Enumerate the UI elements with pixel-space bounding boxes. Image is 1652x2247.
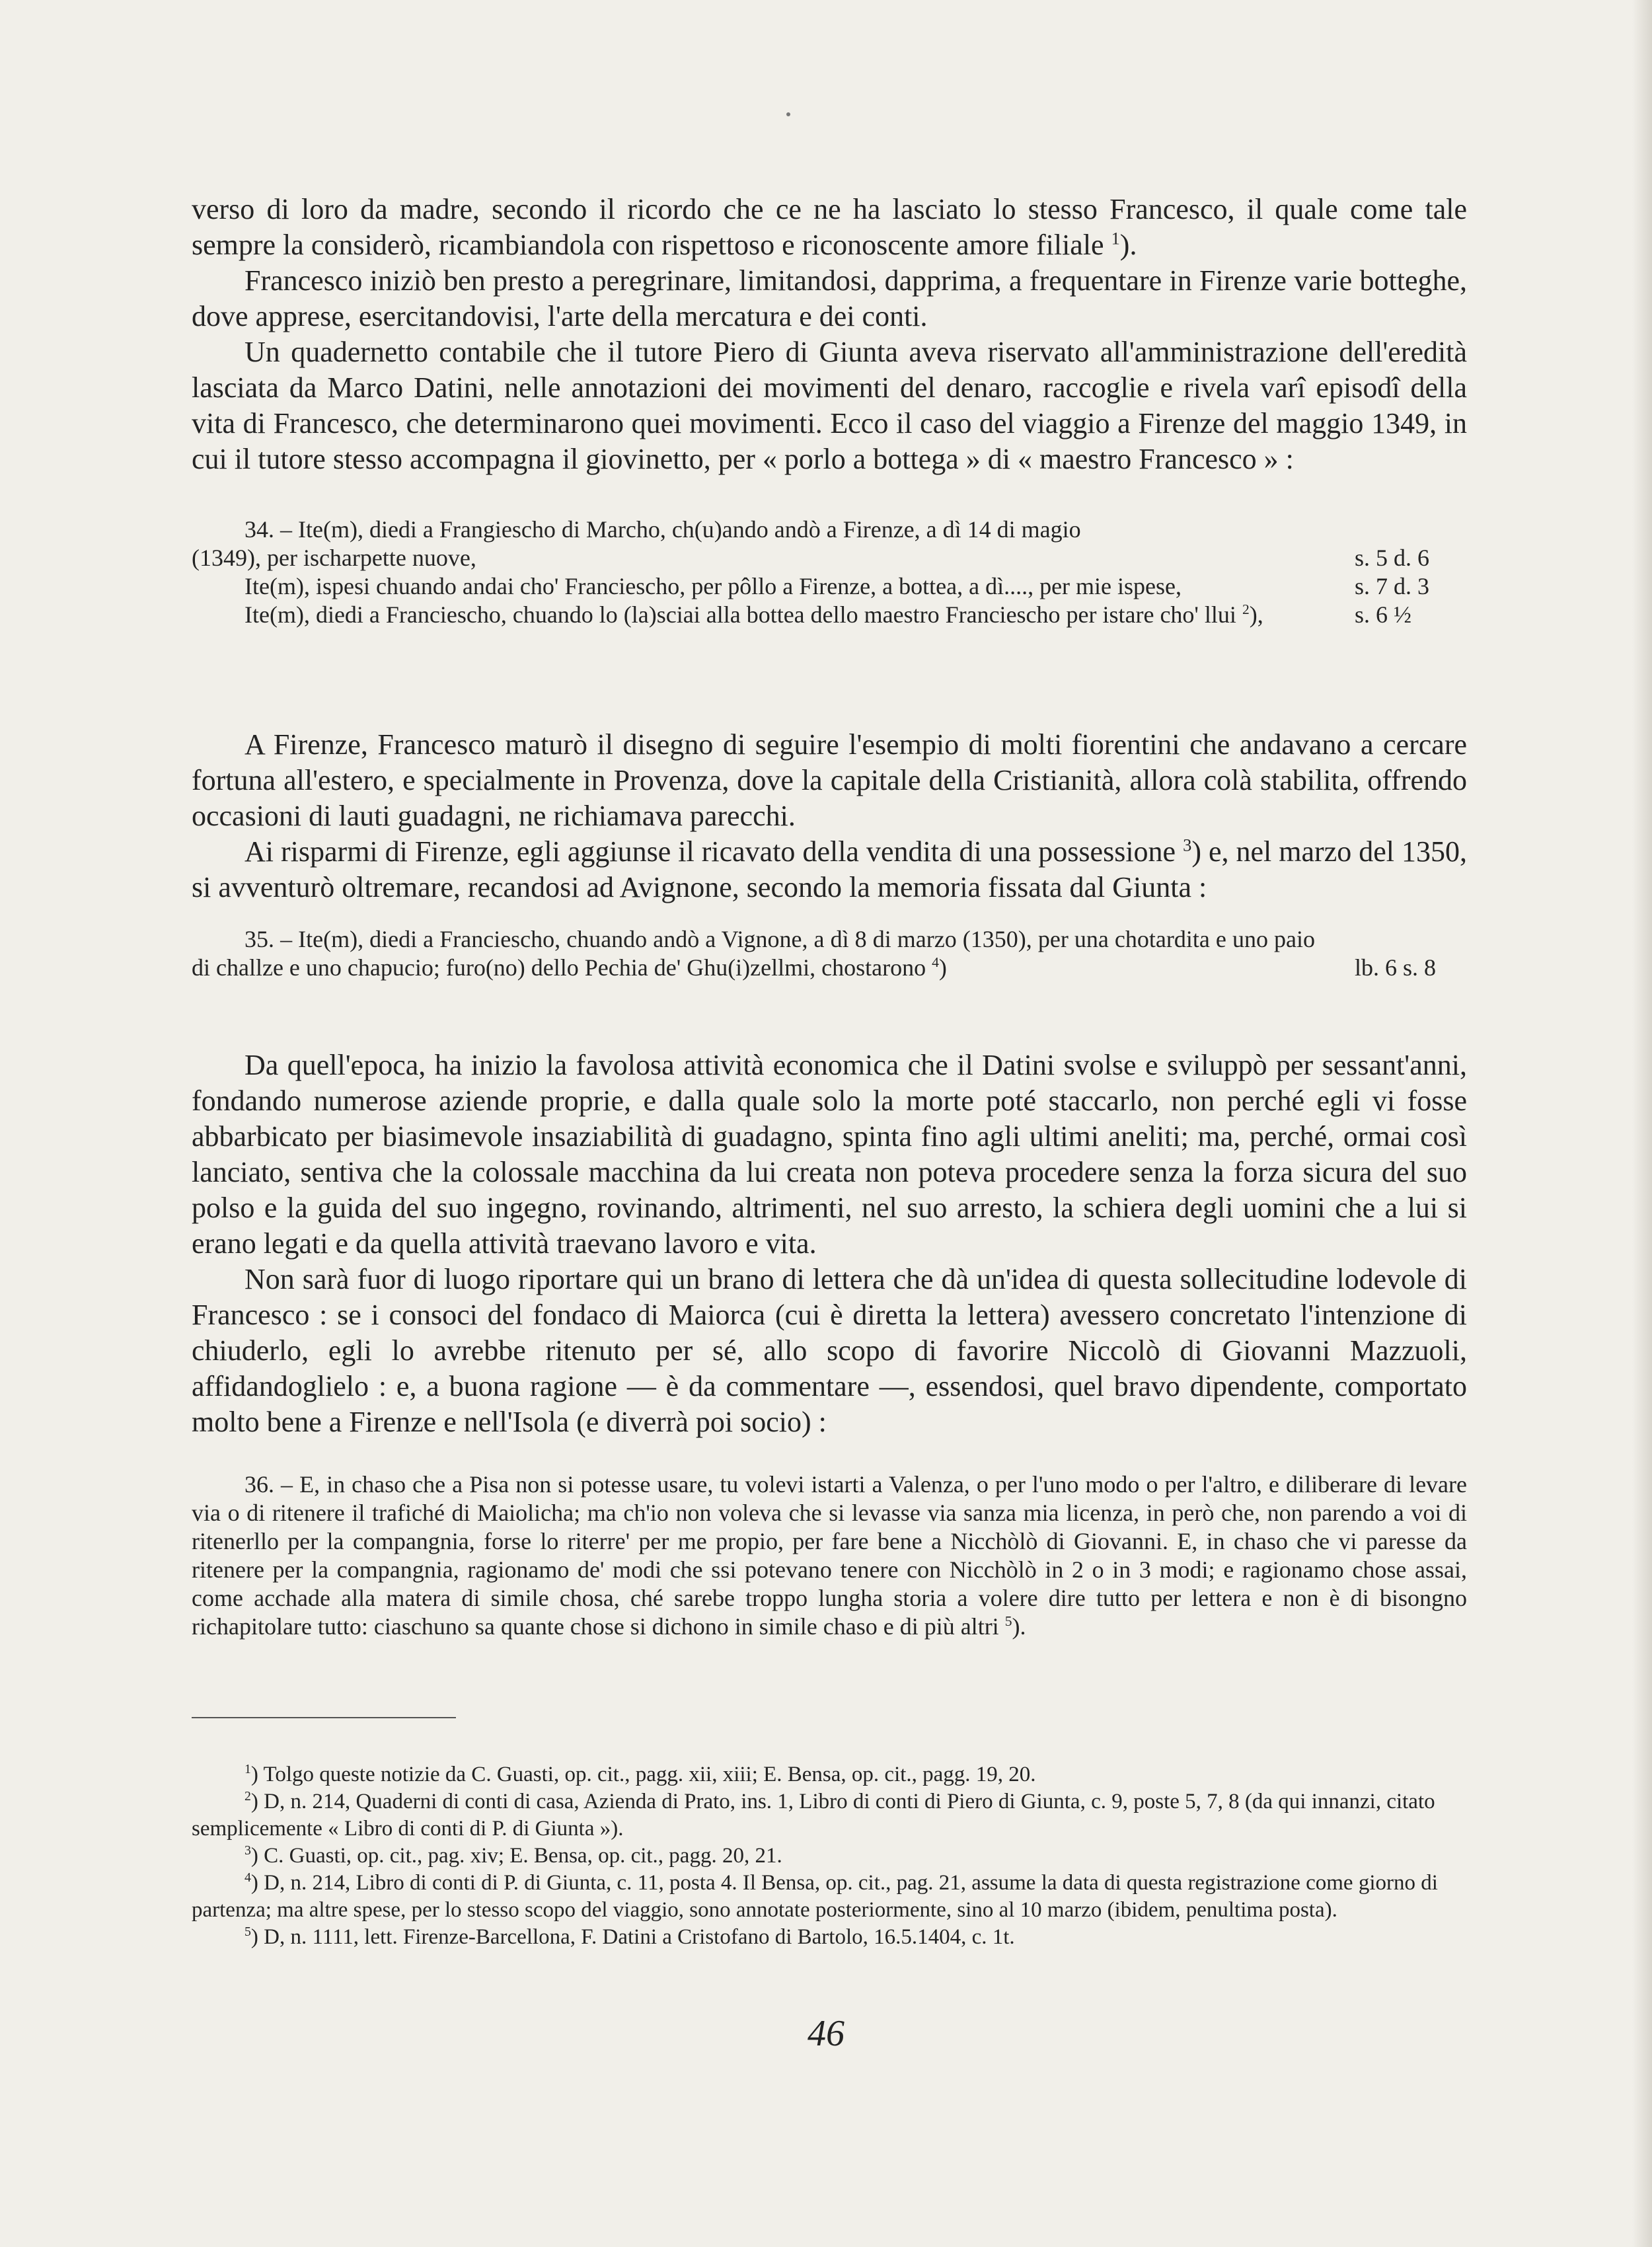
entry-36-text: 36. – E, in chaso che a Pisa non si potesse usare, tu volevi istarti a Valenza, o per l'uno modo o per l'altro, e diliberare di levare via o di ritenere il trafiché di Maiolicha; ma ch'io non voleva che si levasse via sanza mia licenza, in però che, non parendo a voi di ritenerllo per la compangnia, forse lo riterre' per me propio, per fare bene a Nicchòlò di Giovanni. E, in chaso che vi paresse da ritenere per la compangnia, ragionamo de' modi che ssi potevano tenere con Nicchòlò in 2 o in 3 modi; e ragionamo chose assai, come acchade alla matera di simile chosa, ché sarebe troppo lungha storia a volere dire tutto per lettera e non è di bisongno richapitolare tutto: ciaschuno sa quante chose si dichono in simile chaso e di più altri $^5$). [192,1471,1467,1640]
entry-text: (1349), per ischarpette nuove, [192,545,476,571]
entry-amount: lb. 6 s. 8 [1355,954,1437,981]
ink-dot [786,112,790,116]
paragraph-2: Francesco iniziò ben presto a peregrinare, limitandosi, dapprima, a frequentare in Firenze varie botteghe, dove apprese, esercitandovisi, l'arte della mercatura e dei conti. [192,264,1467,332]
entry-line [192,515,1467,544]
entry-text: 35. – Ite(m), diedi a Franciescho, chuando andò a Vignone, a dì 8 di marzo (1350), per una chotardita e uno paio di challze e uno chapucio; furo(no) dello Pechia de' Ghu(i)zellmi, chostarono $^4$) [192,926,1315,981]
paragraph-6: Da quell'epoca, ha inizio la favolosa attività economica che il Datini svolse e sviluppò per sessant'anni, fondando numerose aziende proprie, e dalla quale solo la morte poté staccarlo, non perché egli vi fosse abbarbicato per biasimevole insaziabilità di guadagno, spinta fino agli ultimi aneliti; ma, perché, ormai così lanciato, sentiva che la colossale macchina da lui creata non poteva procedere senza la forza sicura del suo polso e la guida del suo ingegno, rovinando, altrimenti, nel suo arresto, la schiera degli uomini che a lui si erano legati e da quella attività traevano lavoro e vita. [192,1049,1467,1260]
entry-line [192,544,1467,572]
page-edge-shadow [1632,0,1652,2247]
letter-excerpt-36 [192,1470,1467,1641]
footnotes [192,1761,1467,1951]
paragraph-4: A Firenze, Francesco maturò il disegno di seguire l'esempio di molti fiorentini che andavano a cercare fortuna all'estero, e specialmente in Provenza, dove la capitale della Cristianità, allora colà stabilita, offrendo occasioni di lauti guadagni, ne richiamava parecchi. [192,728,1467,832]
footnote-5: $^5$) D, n. 1111, lett. Firenze-Barcellona, F. Datini a Cristofano di Bartolo, 16.5.1404, c. 1t. [244,1924,1015,1949]
entry-amount: s. 6 ½ [1355,601,1412,628]
entry-text: 34. – Ite(m), diedi a Frangiescho di Marcho, ch(u)ando andò a Firenze, a dì 14 di magio [244,516,1081,543]
footnote-4: $^4$) D, n. 214, Libro di conti di P. di Giunta, c. 11, posta 4. Il Bensa, op. cit., pag. 21, assume la data di questa registrazione come giorno di partenza; ma altre spese, per lo stesso scopo del viaggio, sono annotate posteriormente, sino al 10 marzo (ibidem, penultima posta). [192,1870,1438,1922]
entry-text: Ite(m), ispesi chuando andai cho' Franciescho, per pôllo a Firenze, a bottea, a dì...., per mie ispese, [244,573,1182,599]
middle-paragraphs [192,727,1467,905]
page-number: 46 [807,2013,845,2054]
footnote-3: $^3$) C. Guasti, op. cit., pag. xiv; E. Bensa, op. cit., pagg. 20, 21. [244,1843,782,1868]
account-entry-35 [192,925,1467,982]
opening-paragraphs [192,192,1467,477]
footnote-separator [192,1717,456,1718]
paragraph-3: Un quadernetto contabile che il tutore Piero di Giunta aveva riservato all'amministrazione dell'eredità lasciata da Marco Datini, nelle annotazioni dei movimenti del denaro, raccoglie e rivela varî episodî della vita di Francesco, che determinarono quei movimenti. Ecco il caso del viaggio a Firenze del maggio 1349, in cui il tutore stesso accompagna il giovinetto, per « porlo a bottega » di « maestro Francesco » : [192,336,1467,475]
paragraph-7: Non sarà fuor di luogo riportare qui un brano di lettera che dà un'idea di questa sollecitudine lodevole di Francesco : se i consoci del fondaco di Maiorca (cui è diretta la lettera) avessero concretato l'intenzione di chiuderlo, egli lo avrebbe ritenuto per sé, allo scopo di favorire Niccolò di Giovanni Mazzuoli, affidandoglielo : e, a buona ragione — è da commentare —, essendosi, quel bravo dipendente, comportato molto bene a Firenze e nell'Isola (e diverrà poi socio) : [192,1263,1467,1438]
entry-line [192,925,1467,982]
paragraph-1: verso di loro da madre, secondo il ricordo che ce ne ha lasciato lo stesso Francesco, il quale come tale sempre la considerò, ricambiandola con rispettoso e riconoscente amore filiale $^1$). [192,193,1467,261]
entry-amount: s. 5 d. 6 [1355,545,1430,571]
paragraph-5: Ai risparmi di Firenze, egli aggiunse il ricavato della vendita di una possessione $^3$) e, nel marzo del 1350, si avventurò oltremare, recandosi ad Avignone, secondo la memoria fissata dal Giunta : [192,835,1468,903]
entry-line [192,572,1467,601]
entry-text: Ite(m), diedi a Franciescho, chuando lo (la)sciai alla bottea dello maestro Franciescho per istare cho' llui $^2$), [244,601,1263,628]
footnote-2: $^2$) D, n. 214, Quaderni di conti di casa, Azienda di Prato, ins. 1, Libro di conti di Piero di Giunta, c. 9, poste 5, 7, 8 (da qui innanzi, citato semplicemente « Libro di conti di P. di Giunta »). [192,1789,1435,1841]
footnote-1: $^1$) Tolgo queste notizie da C. Guasti, op. cit., pagg. xii, xiii; E. Bensa, op. cit., pagg. 19, 20. [244,1762,1036,1786]
account-entries-34 [192,515,1467,629]
entry-amount: s. 7 d. 3 [1355,573,1430,599]
entry-line [192,601,1467,629]
lower-paragraphs [192,1047,1467,1440]
